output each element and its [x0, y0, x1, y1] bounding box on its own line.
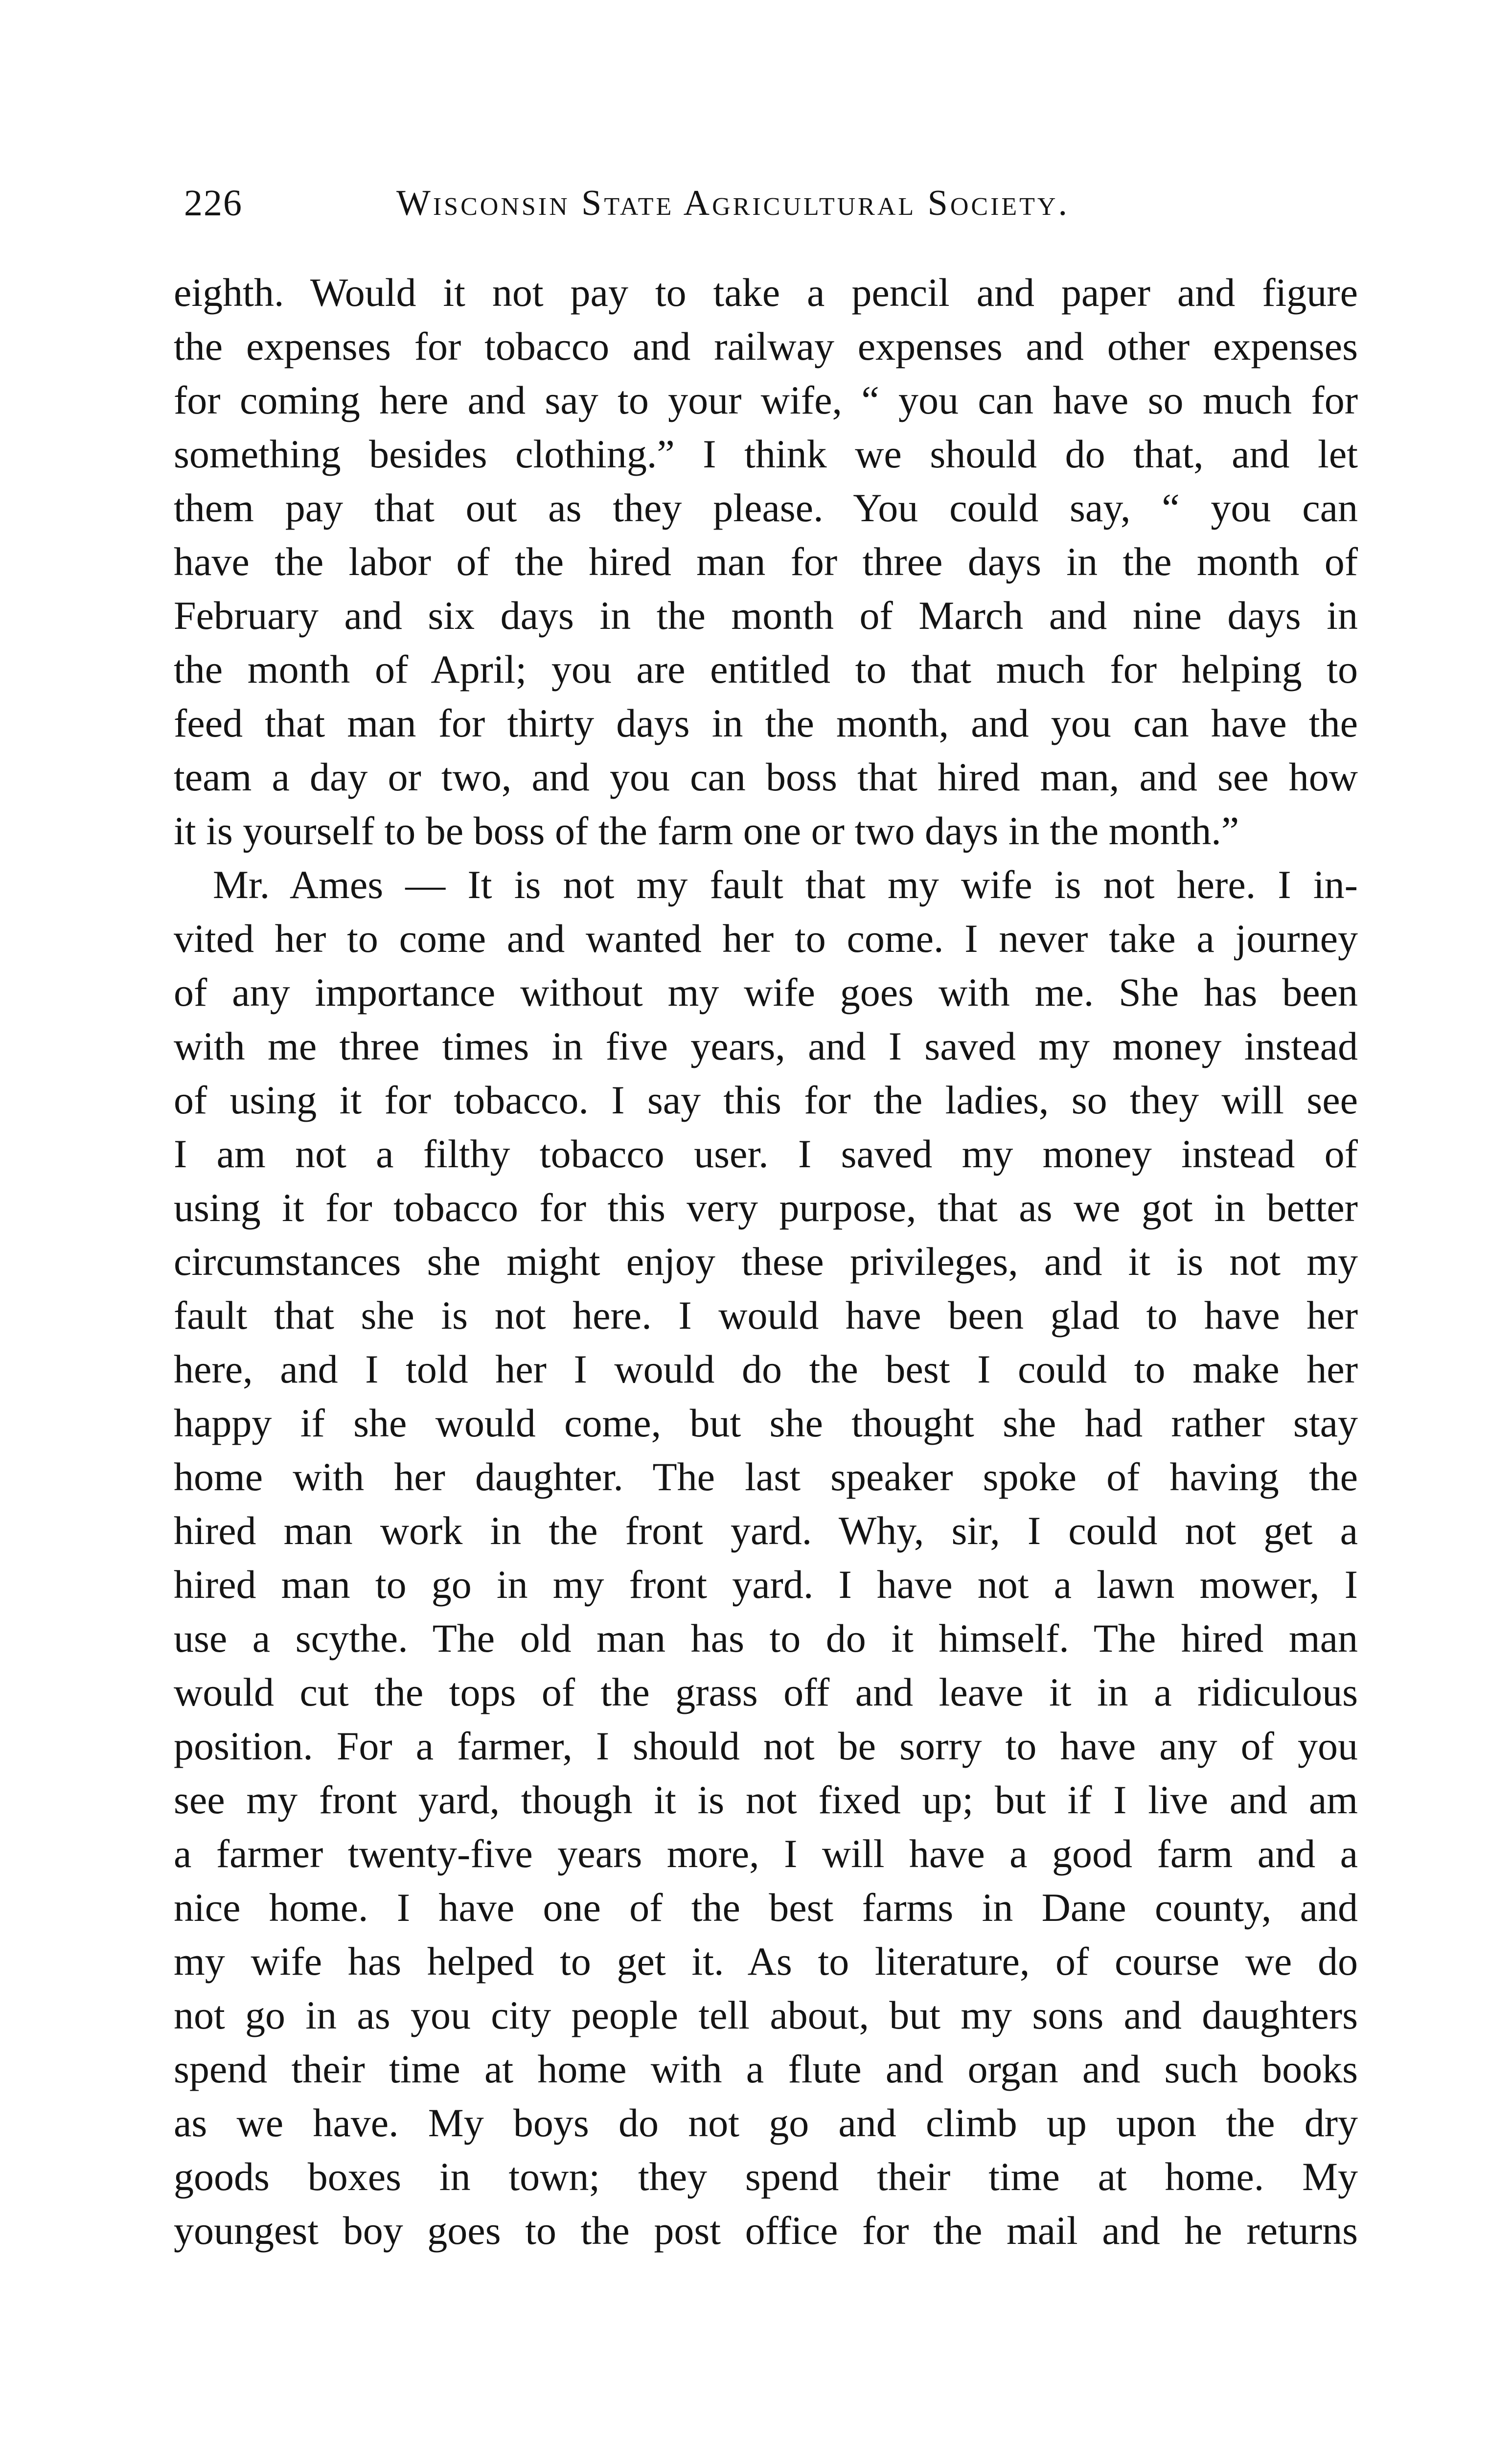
text-line: something besides clothing.” I think we should do that, and let: [174, 432, 1358, 476]
text-line: see my front yard, though it is not fixed up; but if I live and am: [174, 1778, 1358, 1822]
text-line: vited her to come and wanted her to come. I never take a journey: [174, 916, 1358, 961]
text-line: position. For a farmer, I should not be sorry to have any of you: [174, 1724, 1358, 1768]
text-line: it is yourself to be boss of the farm one or two days in the month.”: [174, 808, 1239, 853]
text-line: using it for tobacco for this very purpose, that as we got in better: [174, 1185, 1358, 1230]
text-line: I am not a filthy tobacco user. I saved my money instead of: [174, 1131, 1358, 1176]
text-line: team a day or two, and you can boss that hired man, and see how: [174, 755, 1358, 799]
text-line: feed that man for thirty days in the month, and you can have the: [174, 701, 1358, 745]
text-line: February and six days in the month of March and nine days in: [174, 593, 1358, 638]
running-head: Wisconsin State Agricultural Society.: [396, 183, 1070, 223]
text-line: them pay that out as they please. You could say, “ you can: [174, 485, 1358, 530]
text-line: use a scythe. The old man has to do it himself. The hired man: [174, 1616, 1358, 1661]
text-line: with me three times in five years, and I saved my money instead: [174, 1024, 1358, 1068]
text-line: the month of April; you are entitled to that much for helping to: [174, 647, 1358, 692]
text-line: home with her daughter. The last speaker spoke of having the: [174, 1454, 1358, 1499]
text-line: of any importance without my wife goes with me. She has been: [174, 970, 1358, 1015]
text-line: for coming here and say to your wife, “ you can have so much for: [174, 378, 1358, 422]
text-line: nice home. I have one of the best farms in Dane county, and: [174, 1885, 1358, 1930]
text-line: as we have. My boys do not go and climb up upon the dry: [174, 2101, 1358, 2145]
text-line: happy if she would come, but she thought she had rather stay: [174, 1401, 1358, 1445]
text-line: youngest boy goes to the post office for the mail and he returns: [174, 2208, 1358, 2253]
page-number: 226: [184, 183, 243, 224]
text-line: goods boxes in town; they spend their time at home. My: [174, 2154, 1358, 2199]
text-line: the expenses for tobacco and railway expenses and other expenses: [174, 324, 1358, 369]
text-line: hired man to go in my front yard. I have not a lawn mower, I: [174, 1562, 1358, 1607]
text-line: hired man work in the front yard. Why, sir, I could not get a: [174, 1508, 1358, 1553]
text-line: would cut the tops of the grass off and leave it in a ridiculous: [174, 1670, 1358, 1714]
text-line: fault that she is not here. I would have been glad to have her: [174, 1293, 1358, 1338]
text-line: eighth. Would it not pay to take a pencil and paper and figure: [174, 270, 1358, 315]
paragraph-start-line: Mr. Ames — It is not my fault that my wife is not here. I in-: [213, 862, 1358, 907]
text-line: here, and I told her I would do the best I could to make her: [174, 1347, 1358, 1391]
text-line: not go in as you city people tell about, but my sons and daughters: [174, 1993, 1358, 2037]
text-line: circumstances she might enjoy these privileges, and it is not my: [174, 1239, 1358, 1284]
text-line: my wife has helped to get it. As to literature, of course we do: [174, 1939, 1358, 1984]
text-line: a farmer twenty-five years more, I will have a good farm and a: [174, 1831, 1358, 1876]
text-line: have the labor of the hired man for three days in the month of: [174, 539, 1358, 584]
text-line: spend their time at home with a flute and organ and such books: [174, 2047, 1358, 2091]
text-line: of using it for tobacco. I say this for the ladies, so they will see: [174, 1078, 1358, 1122]
